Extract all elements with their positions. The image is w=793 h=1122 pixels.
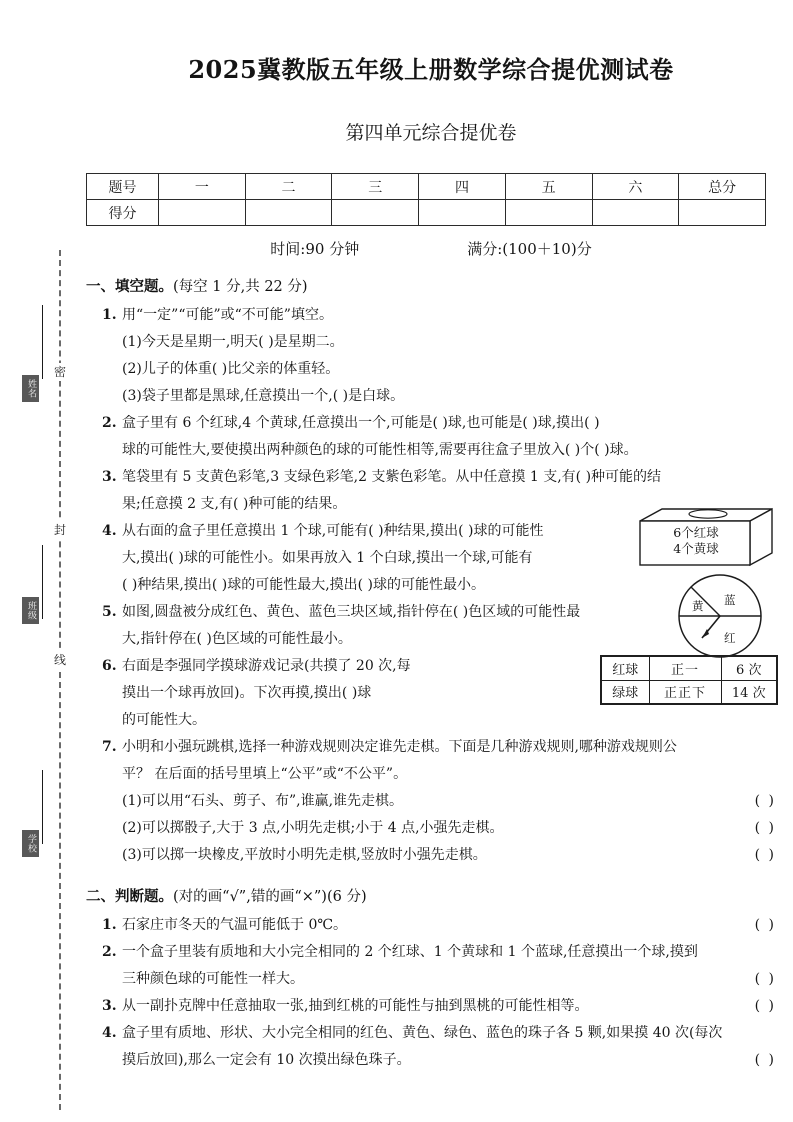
spinner-figure — [676, 572, 764, 660]
seal-char-xian: 线 — [50, 651, 70, 669]
seal-label-school: 学校 — [22, 830, 39, 857]
question-7-sub-3 — [122, 842, 776, 869]
question-7-number: 7. — [102, 739, 117, 755]
score-table-row-label-score: 得分 — [87, 200, 159, 226]
tf-question-3-number: 3. — [102, 998, 117, 1014]
seal-label-name: 姓名 — [22, 375, 39, 402]
seal-sidebar — [0, 0, 78, 1122]
question-1-number: 1. — [102, 307, 117, 323]
tf-question-3 — [102, 993, 776, 1020]
section-2-points: (对的画“√”,错的画“×”)(6 分) — [173, 889, 367, 905]
question-7-sub-2 — [122, 815, 776, 842]
question-4-line-3[interactable]: ( )种结果,摸出( )球的可能性最大,摸出( )球的可能性最小。 — [122, 577, 486, 593]
tf-question-1-number: 1. — [102, 917, 117, 933]
section-1-title: 一、填空题。 — [86, 278, 173, 295]
score-col-2: 二 — [245, 174, 332, 200]
tf-question-4-answer[interactable]: ( ) — [754, 1052, 776, 1068]
tf-question-2-number: 2. — [102, 944, 117, 960]
question-2 — [102, 410, 776, 464]
spinner-label-blue: 蓝 — [724, 593, 736, 607]
spinner-label-red: 红 — [724, 631, 736, 645]
section-1-heading — [86, 275, 776, 296]
question-1-sub-3[interactable]: (3)袋子里都是黑球,任意摸出一个,( )是白球。 — [122, 388, 405, 404]
tf-question-4-body — [122, 1020, 776, 1074]
tally-record-table — [600, 655, 776, 705]
tf-question-2-body — [122, 939, 776, 993]
tf-question-1-body — [122, 912, 776, 939]
exam-meta — [86, 238, 776, 259]
score-table-row-label-number: 题号 — [87, 174, 159, 200]
question-4-line-2[interactable]: 大,摸出( )球的可能性小。如果再放入 1 个白球,摸出一个球,可能有 — [122, 550, 533, 566]
tally-row-1-count: 6 次 — [721, 656, 777, 680]
question-7-body — [122, 734, 776, 788]
unit-title: 第四单元综合提优卷 — [345, 122, 517, 144]
score-col-5: 五 — [505, 174, 592, 200]
tf-question-4-line-1: 盒子里有质地、形状、大小完全相同的红色、黄色、绿色、蓝色的珠子各 5 颗,如果摸 40 次(每次 — [122, 1025, 723, 1041]
score-table — [86, 173, 766, 226]
question-7-line-2: 平？ 在后面的括号里填上“公平”或“不公平”。 — [122, 766, 408, 782]
tf-question-2 — [102, 939, 776, 993]
question-6-body — [122, 653, 642, 734]
question-1-sub-2[interactable]: (2)儿子的体重( )比父亲的体重轻。 — [122, 361, 340, 377]
question-6-line-3: 的可能性大。 — [122, 712, 206, 728]
tf-question-2-line-1: 一个盒子里装有质地和大小完全相同的 2 个红球、1 个黄球和 1 个蓝球,任意摸出一个球,摸到 — [122, 944, 698, 960]
score-col-total: 总分 — [679, 174, 766, 200]
question-5-line-2[interactable]: 大,指针停在( )色区域的可能性最小。 — [122, 631, 352, 647]
tf-question-2-answer[interactable]: ( ) — [754, 971, 776, 987]
tf-question-2-line-2: 三种颜色球的可能性一样大。 — [122, 971, 304, 987]
question-4-line-1[interactable]: 从右面的盒子里任意摸出 1 个球,可能有( )种结果,摸出( )球的可能性 — [122, 523, 544, 539]
section-2-title: 二、判断题。 — [86, 888, 173, 905]
tf-question-4-number: 4. — [102, 1025, 117, 1041]
question-6-number: 6. — [102, 658, 117, 674]
tf-question-1-line-1: 石家庄市冬天的气温可能低于 0℃。 — [122, 917, 348, 933]
score-cell-4[interactable] — [419, 200, 506, 226]
table-row — [601, 680, 777, 704]
section-1-points: (每空 1 分,共 22 分) — [173, 279, 308, 295]
question-6-line-2[interactable]: 摸出一个球再放回)。下次再摸,摸出( )球 — [122, 685, 372, 701]
seal-char-mi: 密 — [50, 363, 70, 381]
question-5-body — [122, 599, 642, 653]
ball-box-label-red: 6个红球 — [673, 525, 719, 540]
question-3-line-2[interactable]: 果;任意摸 2 支,有( )种可能的结果。 — [122, 496, 347, 512]
score-col-1: 一 — [159, 174, 246, 200]
question-2-body — [122, 410, 776, 464]
tally-row-2-count: 14 次 — [721, 680, 777, 704]
seal-rule-1 — [42, 305, 43, 379]
tally-row-2-name: 绿球 — [601, 680, 649, 704]
seal-char-feng: 封 — [50, 521, 70, 539]
ball-box-label-yellow: 4个黄球 — [673, 541, 719, 556]
tally-row-1-name: 红球 — [601, 656, 649, 680]
score-col-4: 四 — [419, 174, 506, 200]
question-7-sub-3-text: (3)可以掷一块橡皮,平放时小明先走棋,竖放时小强先走棋。 — [122, 847, 487, 863]
question-4-body — [122, 518, 642, 599]
tf-question-3-line-1: 从一副扑克牌中任意抽取一张,抽到红桃的可能性与抽到黑桃的可能性相等。 — [122, 998, 589, 1014]
score-col-3: 三 — [332, 174, 419, 200]
question-4-number: 4. — [102, 523, 117, 539]
spinner-svg — [676, 572, 764, 660]
question-7-sub-2-text: (2)可以掷骰子,大于 3 点,小明先走棋;小于 4 点,小强先走棋。 — [122, 820, 504, 836]
seal-rule-2 — [42, 545, 43, 619]
question-7-sub-1-answer[interactable]: ( ) — [754, 793, 776, 809]
tf-question-3-body — [122, 993, 776, 1020]
question-1-sub-1[interactable]: (1)今天是星期一,明天( )是星期二。 — [122, 334, 344, 350]
score-cell-total[interactable] — [679, 200, 766, 226]
spinner-label-yellow: 黄 — [692, 599, 704, 613]
question-2-line-1[interactable]: 盒子里有 6 个红球,4 个黄球,任意摸出一个,可能是( )球,也可能是( )球,摸出( ) — [122, 415, 600, 431]
exam-full-marks: 满分:(100＋10)分 — [467, 240, 592, 258]
question-5-number: 5. — [102, 604, 117, 620]
table-row-scores — [87, 200, 766, 226]
section-2-heading — [86, 885, 776, 906]
question-7-sub-1-text: (1)可以用“石头、剪子、布”,谁赢,谁先走棋。 — [122, 793, 404, 809]
tally-row-1-marks: 正一 — [649, 656, 721, 680]
tf-question-3-answer[interactable]: ( ) — [754, 998, 776, 1014]
score-cell-1[interactable] — [159, 200, 246, 226]
question-2-number: 2. — [102, 415, 117, 431]
score-cell-3[interactable] — [332, 200, 419, 226]
question-5 — [102, 599, 776, 653]
question-3-number: 3. — [102, 469, 117, 485]
question-3-line-1[interactable]: 笔袋里有 5 支黄色彩笔,3 支绿色彩笔,2 支紫色彩笔。从中任意摸 1 支,有( )种可能的结 — [122, 469, 662, 485]
table-row-header — [87, 174, 766, 200]
tally-row-2-marks: 正正下 — [649, 680, 721, 704]
question-5-line-1[interactable]: 如图,圆盘被分成红色、黄色、蓝色三块区域,指针停在( )色区域的可能性最 — [122, 604, 581, 620]
tf-question-1 — [102, 912, 776, 939]
tf-question-4 — [102, 1020, 776, 1074]
question-2-line-2[interactable]: 球的可能性大,要使摸出两种颜色的球的可能性相等,需要再往盒子里放入( )个( )球。 — [122, 442, 638, 458]
tf-question-1-answer[interactable]: ( ) — [754, 917, 776, 933]
question-7-sub-1 — [122, 788, 776, 815]
seal-rule-3 — [42, 770, 43, 844]
seal-label-class: 班级 — [22, 597, 39, 624]
question-6-line-1: 右面是李强同学摸球游戏记录(共摸了 20 次,每 — [122, 658, 411, 674]
table-row — [601, 656, 777, 680]
question-1 — [102, 302, 776, 329]
score-cell-6[interactable] — [592, 200, 679, 226]
score-cell-2[interactable] — [245, 200, 332, 226]
question-7-sub-3-answer[interactable]: ( ) — [754, 847, 776, 863]
score-col-6: 六 — [592, 174, 679, 200]
question-7-sub-2-answer[interactable]: ( ) — [754, 820, 776, 836]
exam-time: 时间:90 分钟 — [270, 240, 360, 258]
question-7 — [102, 734, 776, 788]
question-1-text: 用“一定”“可能”或“不可能”填空。 — [122, 307, 333, 323]
page-title: 2025冀教版五年级上册数学综合提优测试卷 — [188, 55, 674, 84]
ball-box-figure — [636, 507, 776, 569]
score-cell-5[interactable] — [505, 200, 592, 226]
question-7-line-1: 小明和小强玩跳棋,选择一种游戏规则决定谁先走棋。下面是几种游戏规则,哪种游戏规则公 — [122, 739, 677, 755]
tf-question-4-line-2: 摸后放回),那么一定会有 10 次摸出绿色珠子。 — [122, 1052, 411, 1068]
